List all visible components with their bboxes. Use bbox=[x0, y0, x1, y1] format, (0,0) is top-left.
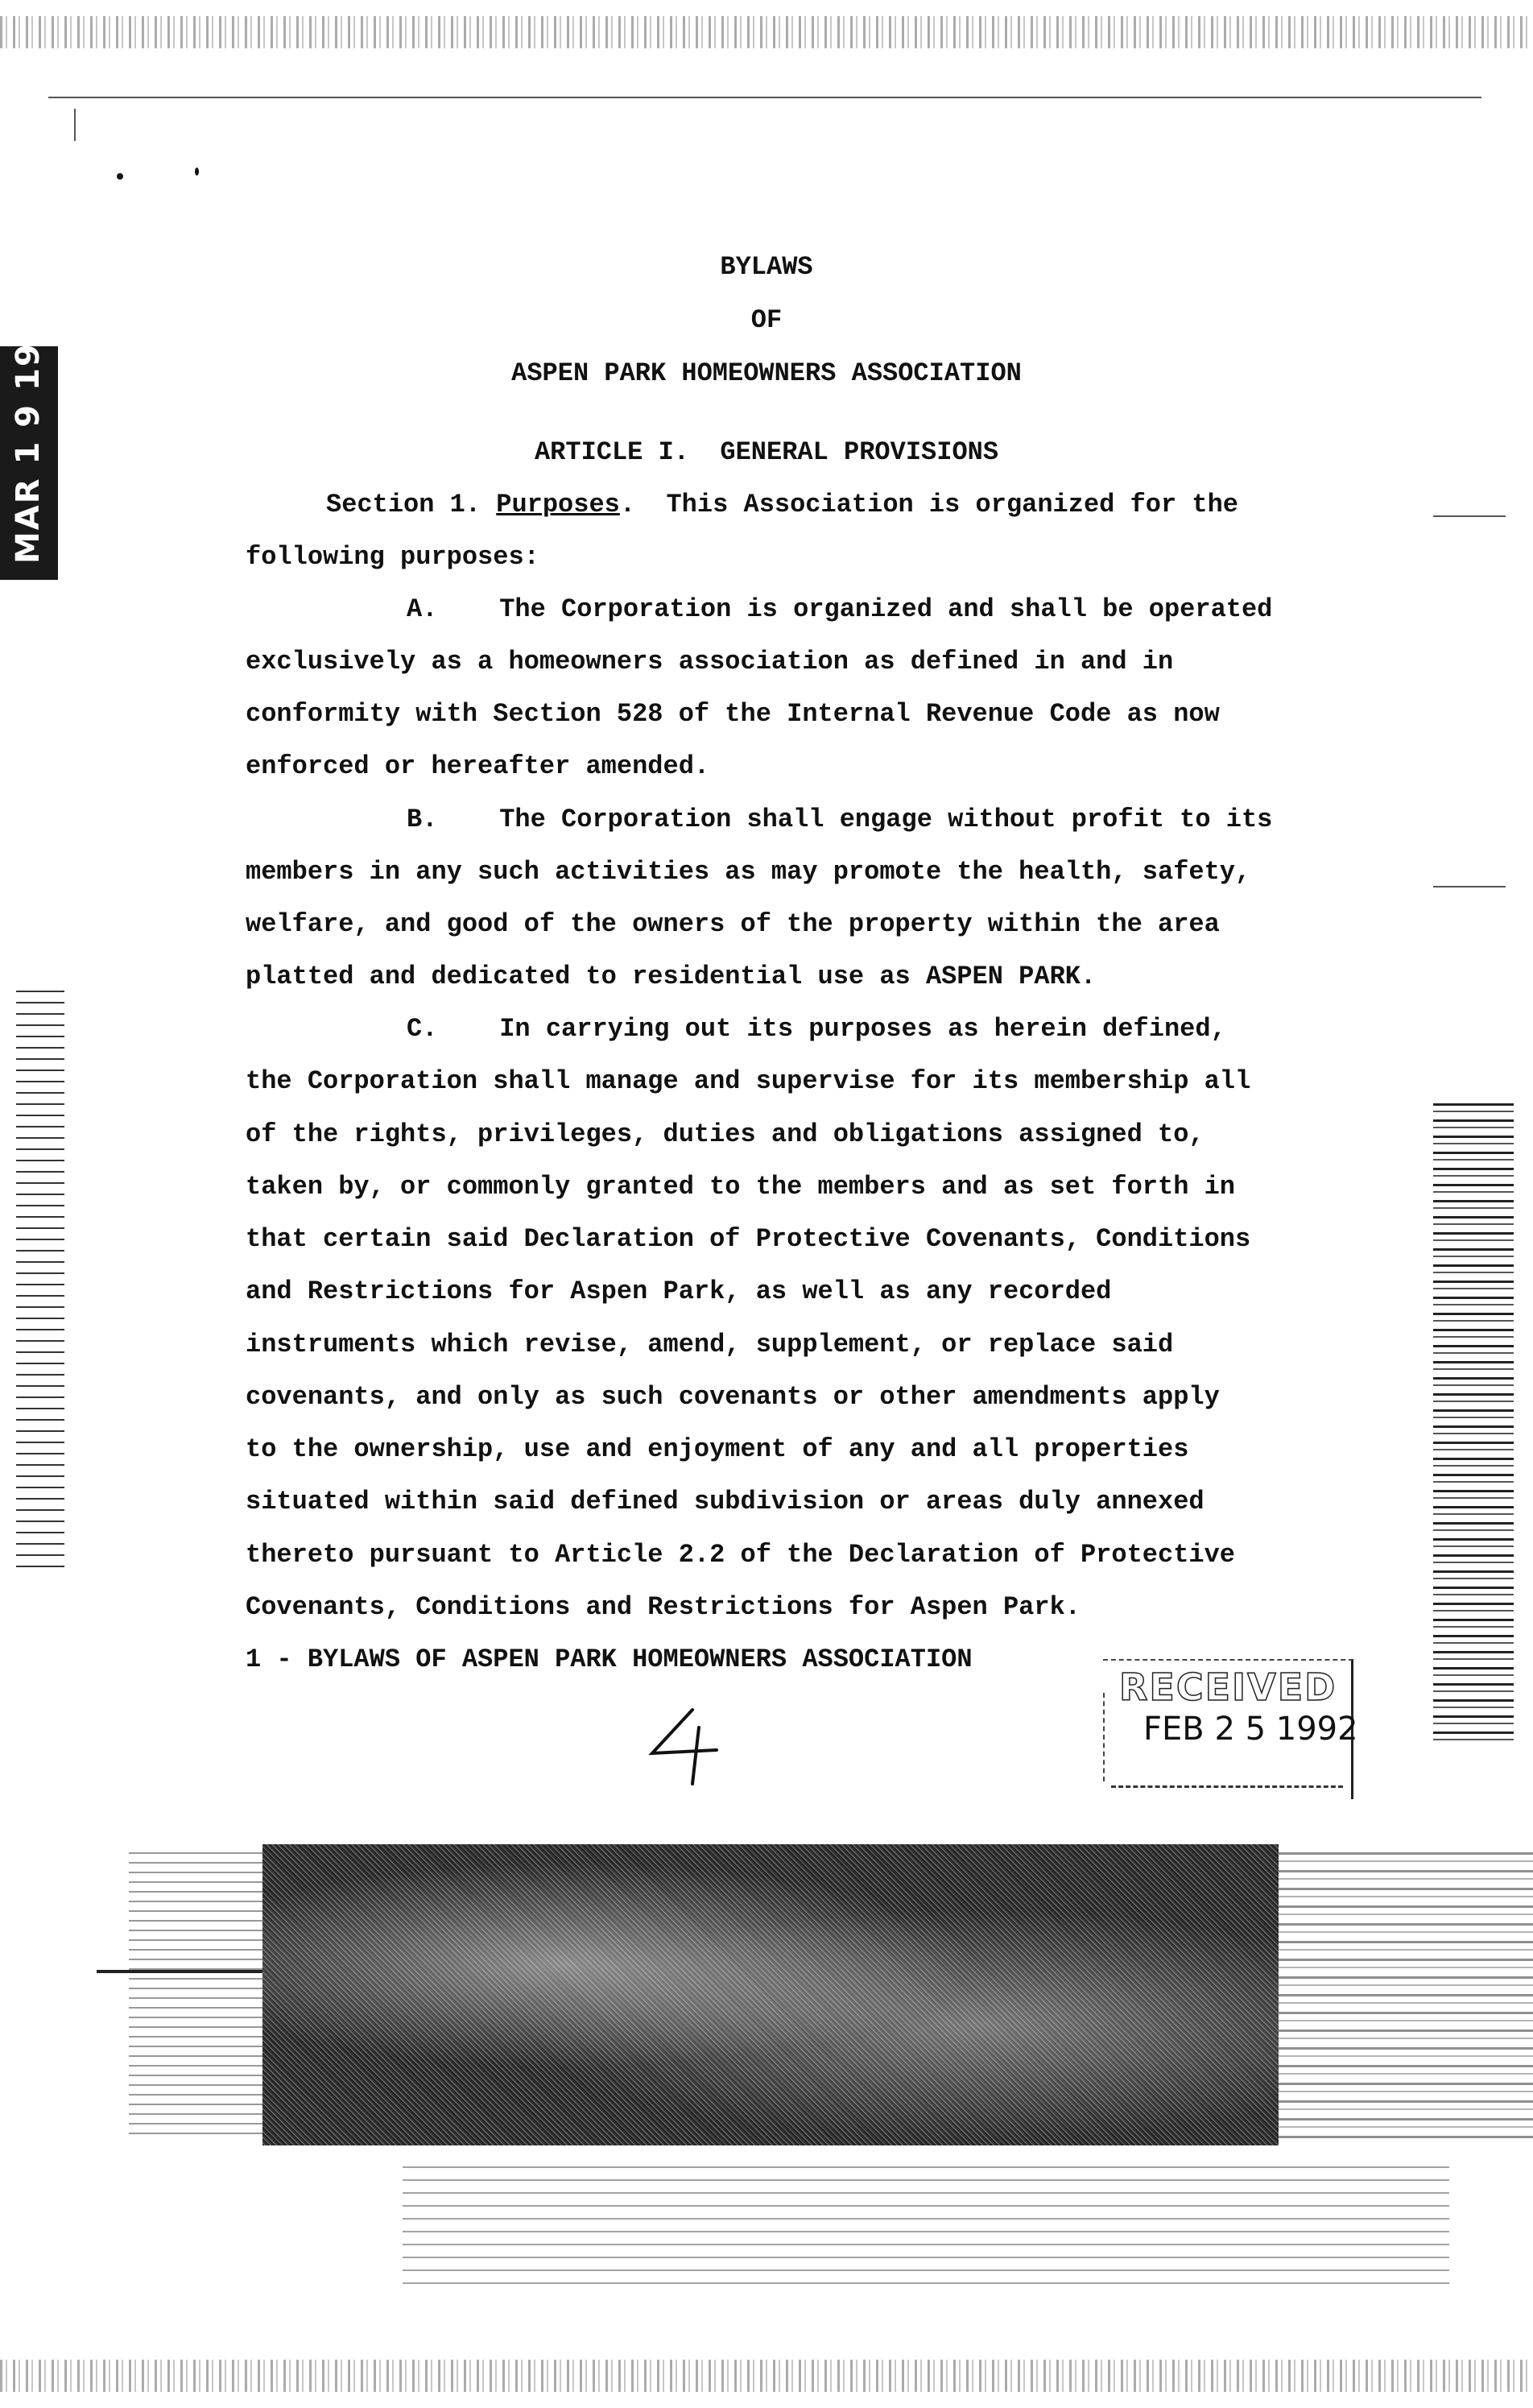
side-date-text: MAR 1 9 1992 bbox=[10, 294, 47, 564]
top-rule bbox=[48, 97, 1481, 98]
body-line: of the rights, privileges, duties and obligations assigned to, bbox=[246, 1119, 1204, 1149]
top-scan-artifact bbox=[0, 16, 1533, 48]
body-line: the Corporation shall manage and supervise for its membership all bbox=[246, 1066, 1251, 1096]
left-margin-marks bbox=[16, 991, 64, 1570]
photo-right-streaks bbox=[1279, 1852, 1533, 2142]
body-line: members in any such activities as may promote the health, safety, bbox=[246, 857, 1251, 887]
body-line: following purposes: bbox=[246, 542, 539, 572]
body-line: C. In carrying out its purposes as herein defined, bbox=[407, 1014, 1226, 1044]
body-line: Covenants, Conditions and Restrictions for Aspen Park. bbox=[246, 1592, 1081, 1622]
right-margin-rule bbox=[1433, 515, 1506, 517]
body-line: and Restrictions for Aspen Park, as well as any recorded bbox=[246, 1276, 1112, 1306]
body-line: B. The Corporation shall engage without profit to its bbox=[407, 805, 1273, 834]
body-line: exclusively as a homeowners association as defined in and in bbox=[246, 647, 1174, 676]
stamp-dash-line bbox=[1111, 1785, 1343, 1788]
bottom-streaks bbox=[403, 2166, 1449, 2287]
handwritten-mark bbox=[636, 1703, 733, 1796]
body-line: platted and dedicated to residential use as ASPEN PARK. bbox=[246, 962, 1097, 991]
body-line: to the ownership, use and enjoyment of any and all properties bbox=[246, 1434, 1189, 1464]
section-1-line bbox=[326, 489, 1238, 521]
received-stamp bbox=[1103, 1659, 1358, 1799]
scanned-photo-block bbox=[262, 1844, 1279, 2145]
received-date: FEB 2 5 1992 bbox=[1143, 1711, 1358, 1748]
doc-title-association: ASPEN PARK HOMEOWNERS ASSOCIATION bbox=[511, 358, 1022, 388]
body-line: A. The Corporation is organized and shall be operated bbox=[407, 594, 1273, 624]
punch-dot bbox=[117, 173, 123, 180]
body-line: conformity with Section 528 of the Internal Revenue Code as now bbox=[246, 699, 1220, 729]
doc-title: BYLAWS bbox=[720, 252, 813, 282]
handwritten-4-icon bbox=[636, 1703, 733, 1792]
body-line: instruments which revise, amend, supplement, or replace said bbox=[246, 1330, 1174, 1359]
body-line: that certain said Declaration of Protective Covenants, Conditions bbox=[246, 1224, 1251, 1254]
photo-left-streaks bbox=[129, 1852, 262, 2142]
section-label: Section 1. bbox=[326, 490, 481, 519]
punch-dot bbox=[195, 168, 199, 176]
body-line: thereto pursuant to Article 2.2 of the Declaration of Protective bbox=[246, 1540, 1235, 1570]
right-margin-rule bbox=[1433, 886, 1506, 887]
article-heading: ARTICLE I. GENERAL PROVISIONS bbox=[534, 437, 999, 467]
section-rest: . This Association is organized for the bbox=[619, 490, 1238, 519]
body-line: covenants, and only as such covenants or other amendments apply bbox=[246, 1382, 1220, 1412]
section-title: Purposes bbox=[496, 490, 620, 519]
body-line: welfare, and good of the owners of the property within the area bbox=[246, 909, 1220, 939]
body-line: enforced or hereafter amended. bbox=[246, 751, 710, 781]
left-edge-mark bbox=[74, 109, 76, 141]
received-label: RECEIVED bbox=[1119, 1665, 1337, 1709]
body-line: situated within said defined subdivision or areas duly annexed bbox=[246, 1487, 1204, 1516]
stamp-left-edge bbox=[1103, 1693, 1105, 1781]
right-margin-marks bbox=[1433, 1103, 1514, 1748]
bottom-scan-artifact bbox=[0, 2360, 1533, 2392]
body-line: taken by, or commonly granted to the members and as set forth in bbox=[246, 1172, 1235, 1202]
photo-side-rule bbox=[97, 1970, 262, 1973]
doc-title-of: OF bbox=[750, 305, 783, 335]
page-footer: 1 - BYLAWS OF ASPEN PARK HOMEOWNERS ASSOCIATION bbox=[246, 1645, 973, 1674]
